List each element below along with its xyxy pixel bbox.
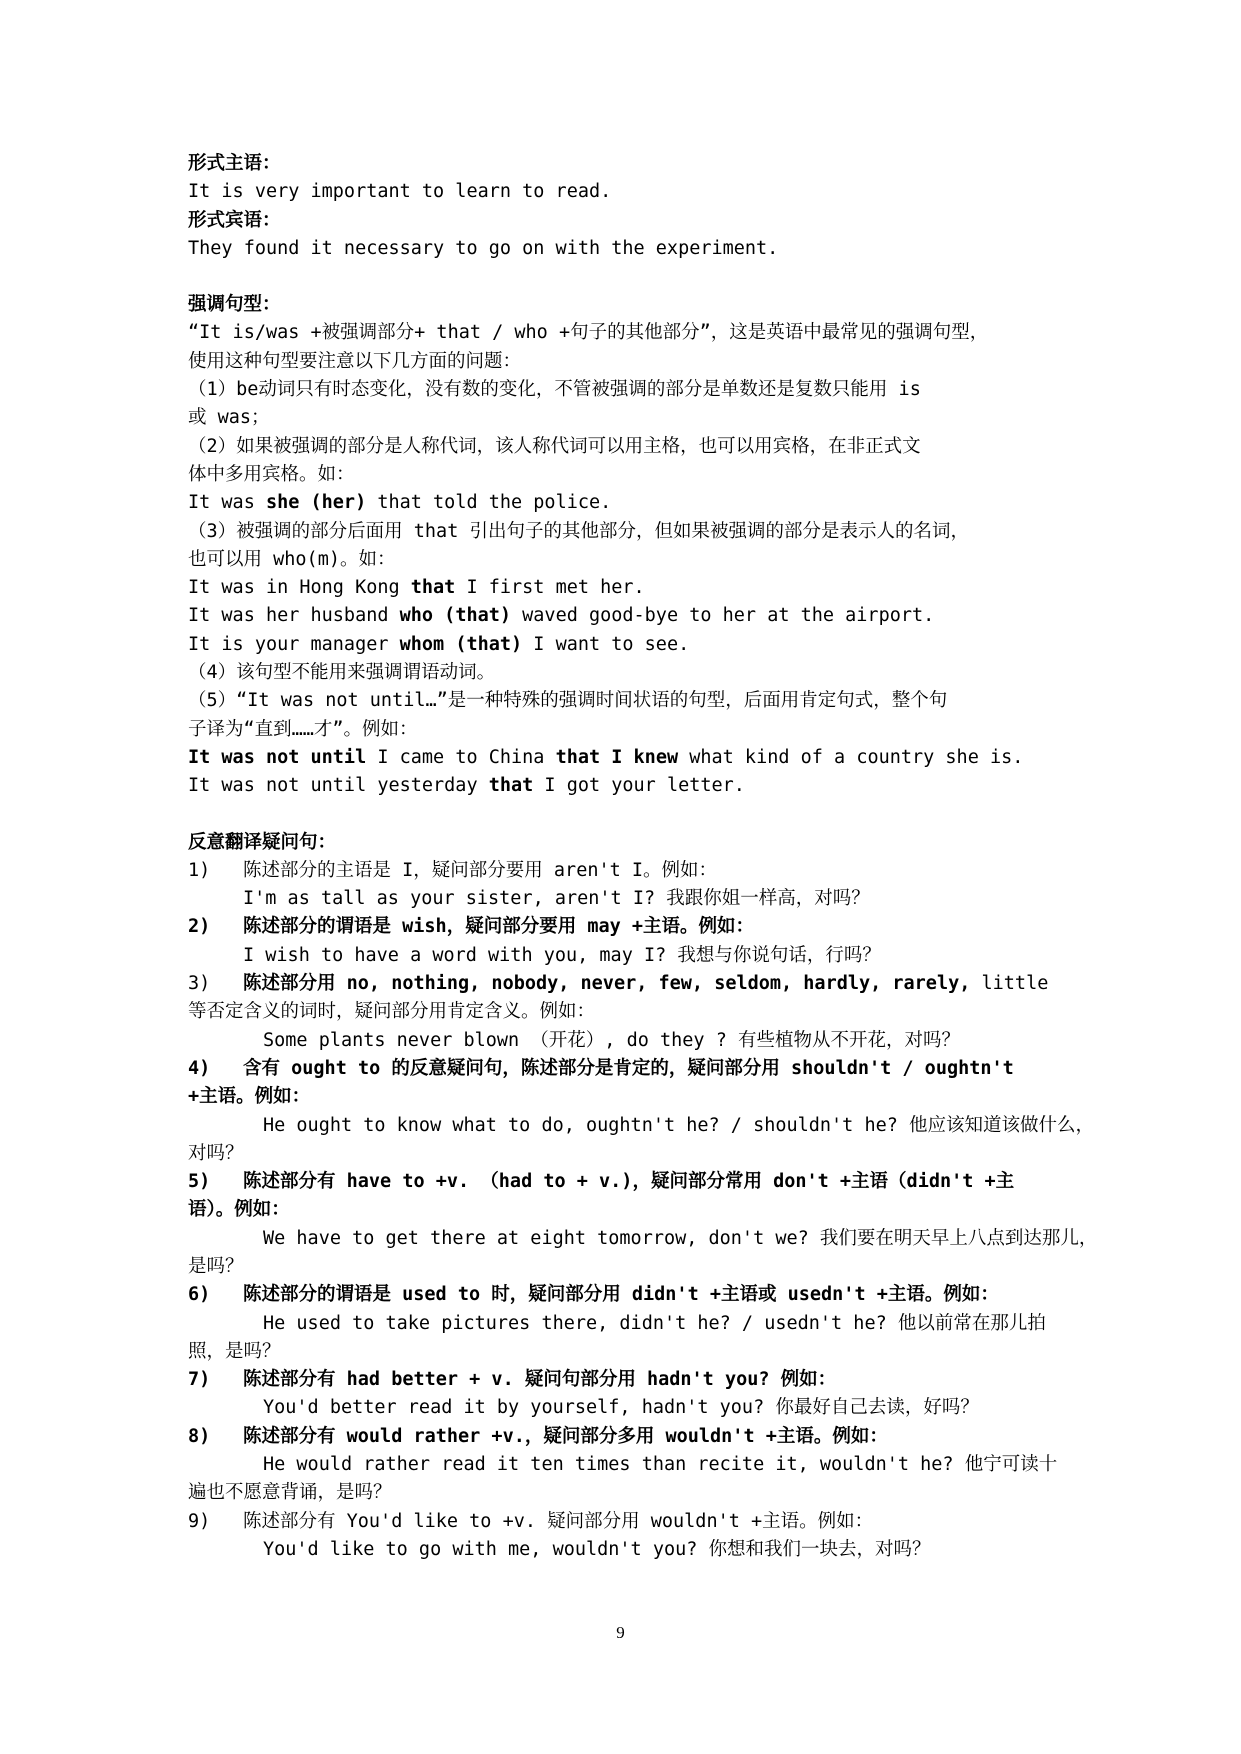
line-text: 语）。例如： xyxy=(188,1199,290,1221)
text-line xyxy=(188,1310,1078,1338)
line-text: 陈述部分的谓语是 used to 时，疑问部分用 didn't +主语或 usedn't +主语。例如： xyxy=(243,1284,999,1306)
text-line xyxy=(188,602,1078,630)
line-text: “It is/was +被强调部分+ that / who +句子的其他部分”，这是英语中最常见的强调句型， xyxy=(188,322,989,344)
text-run: she (her) xyxy=(265,492,367,514)
item-number: 9) xyxy=(188,1510,211,1532)
line-text: 形式主语： xyxy=(188,153,281,174)
numbered-line xyxy=(188,1281,1078,1309)
line-text: Some plants never blown （开花）, do they ? 有些植物从不开花，对吗？ xyxy=(263,1029,960,1051)
document-body xyxy=(188,150,1098,1564)
text-line xyxy=(188,235,1078,263)
line-text: （4）该句型不能用来强调谓语动词。 xyxy=(188,662,496,684)
text-run: who (that) xyxy=(399,605,512,627)
text-line xyxy=(188,942,1078,970)
blank-line xyxy=(188,263,1078,291)
text-run: what kind of a country she is. xyxy=(678,746,1024,768)
text-line xyxy=(188,1451,1078,1479)
text-run: It was not until yesterday xyxy=(188,775,489,797)
text-line xyxy=(188,716,1078,744)
text-line xyxy=(188,772,1078,800)
text-line xyxy=(188,687,1078,715)
text-run: I got your letter. xyxy=(533,775,745,797)
numbered-line xyxy=(188,1366,1078,1394)
text-line xyxy=(188,376,1078,404)
line-text: （2）如果被强调的部分是人称代词，该人称代词可以用主格，也可以用宾格，在非正式文 xyxy=(188,435,921,457)
heading-line xyxy=(188,291,1078,319)
text-run: that xyxy=(410,577,456,599)
line-text: 陈述部分有 had better + v. 疑问句部分用 hadn't you? 例如： xyxy=(243,1369,837,1391)
text-line xyxy=(188,744,1078,772)
line-text: It is very important to learn to read. xyxy=(188,181,612,203)
item-number: 3) xyxy=(188,973,211,995)
text-run: little xyxy=(970,973,1049,995)
heading-line xyxy=(188,1083,1078,1111)
line-text: He ought to know what to do, oughtn't he? / shouldn't he? 他应该知道该做什么， xyxy=(263,1114,1095,1136)
text-line xyxy=(188,319,1078,347)
line-text: 也可以用 who(m)。如： xyxy=(188,548,396,570)
item-number: 8) xyxy=(188,1425,211,1447)
text-line xyxy=(188,1338,1078,1366)
line-text: 强调句型： xyxy=(188,294,281,316)
text-run: 陈述部分用 no, nothing, nobody, never, few, seldom, hardly, rarely, xyxy=(243,973,971,995)
text-line xyxy=(188,1253,1078,1281)
text-run: that I knew xyxy=(555,746,679,768)
text-run: I came to China xyxy=(366,746,556,768)
line-text: 子译为“直到……才”。例如： xyxy=(188,718,418,740)
text-run: It was in Hong Kong xyxy=(188,577,411,599)
numbered-line xyxy=(188,913,1078,941)
text-run: It was her husband xyxy=(188,605,400,627)
text-line xyxy=(188,178,1078,206)
line-text: 对吗？ xyxy=(188,1142,244,1164)
line-text: We have to get there at eight tomorrow, don't we? 我们要在明天早上八点到达那儿， xyxy=(263,1227,1098,1249)
numbered-line xyxy=(188,1508,1078,1536)
line-text: 或 was； xyxy=(188,407,270,429)
line-text: 等否定含义的词时，疑问部分用肯定含义。例如： xyxy=(188,1001,596,1023)
line-text: 照，是吗？ xyxy=(188,1340,281,1362)
line-text: 陈述部分的谓语是 wish，疑问部分要用 may +主语。例如： xyxy=(243,916,755,938)
page-number: 9 xyxy=(616,1623,625,1642)
item-number: 6) xyxy=(188,1284,211,1306)
numbered-line xyxy=(188,970,1078,998)
text-line xyxy=(188,1479,1078,1507)
line-text: He would rather read it ten times than recite it, wouldn't he? 他宁可读十 xyxy=(263,1454,1058,1476)
text-run: It was not until xyxy=(188,746,367,768)
line-text: 含有 ought to 的反意疑问句，陈述部分是肯定的，疑问部分用 shouldn't / oughtn't xyxy=(243,1057,1014,1079)
text-line xyxy=(188,659,1078,687)
text-run: It is your manager xyxy=(188,633,400,655)
text-line xyxy=(188,489,1078,517)
text-line xyxy=(188,574,1078,602)
line-text: 陈述部分的主语是 I，疑问部分要用 aren't I。例如： xyxy=(243,859,718,881)
heading-line xyxy=(188,829,1078,857)
text-line xyxy=(188,348,1078,376)
heading-line xyxy=(188,1196,1078,1224)
text-line xyxy=(188,1027,1078,1055)
text-line xyxy=(188,1536,1078,1564)
text-line xyxy=(188,404,1078,432)
line-text: +主语。例如： xyxy=(188,1086,311,1108)
text-line xyxy=(188,518,1078,546)
line-text: 是吗？ xyxy=(188,1255,244,1277)
line-text: You'd like to go with me, wouldn't you? 你想和我们一块去，对吗？ xyxy=(263,1538,931,1560)
line-text: 使用这种句型要注意以下几方面的问题： xyxy=(188,350,522,372)
line-text: 陈述部分有 would rather +v.，疑问部分多用 wouldn't +主语。例如： xyxy=(243,1425,888,1447)
text-line xyxy=(188,631,1078,659)
line-text: 反意翻译疑问句： xyxy=(188,831,337,853)
heading-line xyxy=(188,150,1078,178)
text-run: I first met her. xyxy=(455,577,645,599)
item-number: 7) xyxy=(188,1369,211,1391)
text-line xyxy=(188,998,1078,1026)
line-text: 体中多用宾格。如： xyxy=(188,463,355,485)
line-text: （1）be动词只有时态变化，没有数的变化，不管被强调的部分是单数还是复数只能用 is xyxy=(188,379,921,401)
line-text: 形式宾语： xyxy=(188,209,281,231)
line-text: You'd better read it by yourself, hadn't you? 你最好自己去读，好吗？ xyxy=(263,1397,979,1419)
text-run: waved good-bye to her at the airport. xyxy=(511,605,935,627)
text-line xyxy=(188,1112,1095,1140)
line-text: They found it necessary to go on with the experiment. xyxy=(188,237,779,259)
line-text: I wish to have a word with you, may I? 我想与你说句话，行吗？ xyxy=(243,944,881,966)
line-text: （3）被强调的部分后面用 that 引出句子的其他部分，但如果被强调的部分是表示人的名词， xyxy=(188,520,969,542)
item-number: 5) xyxy=(188,1171,211,1193)
text-line xyxy=(188,1225,1098,1253)
line-text: 遍也不愿意背诵，是吗？ xyxy=(188,1482,392,1504)
numbered-line xyxy=(188,1168,1078,1196)
text-line xyxy=(188,546,1078,574)
numbered-line xyxy=(188,1055,1078,1083)
text-run: that told the police. xyxy=(366,492,612,514)
heading-line xyxy=(188,207,1078,235)
line-text: He used to take pictures there, didn't he? / usedn't he? 他以前常在那儿拍 xyxy=(263,1312,1046,1334)
blank-line xyxy=(188,801,1078,829)
text-run: I want to see. xyxy=(522,633,690,655)
item-number: 2) xyxy=(188,916,211,938)
text-run: It was xyxy=(188,492,266,514)
numbered-line xyxy=(188,1423,1078,1451)
text-run: whom (that) xyxy=(399,633,523,655)
text-line xyxy=(188,885,1078,913)
text-line xyxy=(188,1394,1078,1422)
line-text: I'm as tall as your sister, aren't I? 我跟你姐一样高，对吗？ xyxy=(243,888,870,910)
item-number: 4) xyxy=(188,1057,211,1079)
text-run: that xyxy=(488,775,534,797)
line-text: 陈述部分有 You'd like to +v. 疑问部分用 wouldn't +主语。例如： xyxy=(243,1510,874,1532)
line-text: 陈述部分有 have to +v. （had to + v.)，疑问部分常用 don't +主语（didn't +主 xyxy=(243,1171,1015,1193)
line-text: （5）“It was not until…”是一种特殊的强调时间状语的句型，后面用肯定句式，整个句 xyxy=(188,690,948,712)
text-line xyxy=(188,433,1078,461)
text-line xyxy=(188,461,1078,489)
numbered-line xyxy=(188,857,1078,885)
text-line xyxy=(188,1140,1078,1168)
item-number: 1) xyxy=(188,859,211,881)
